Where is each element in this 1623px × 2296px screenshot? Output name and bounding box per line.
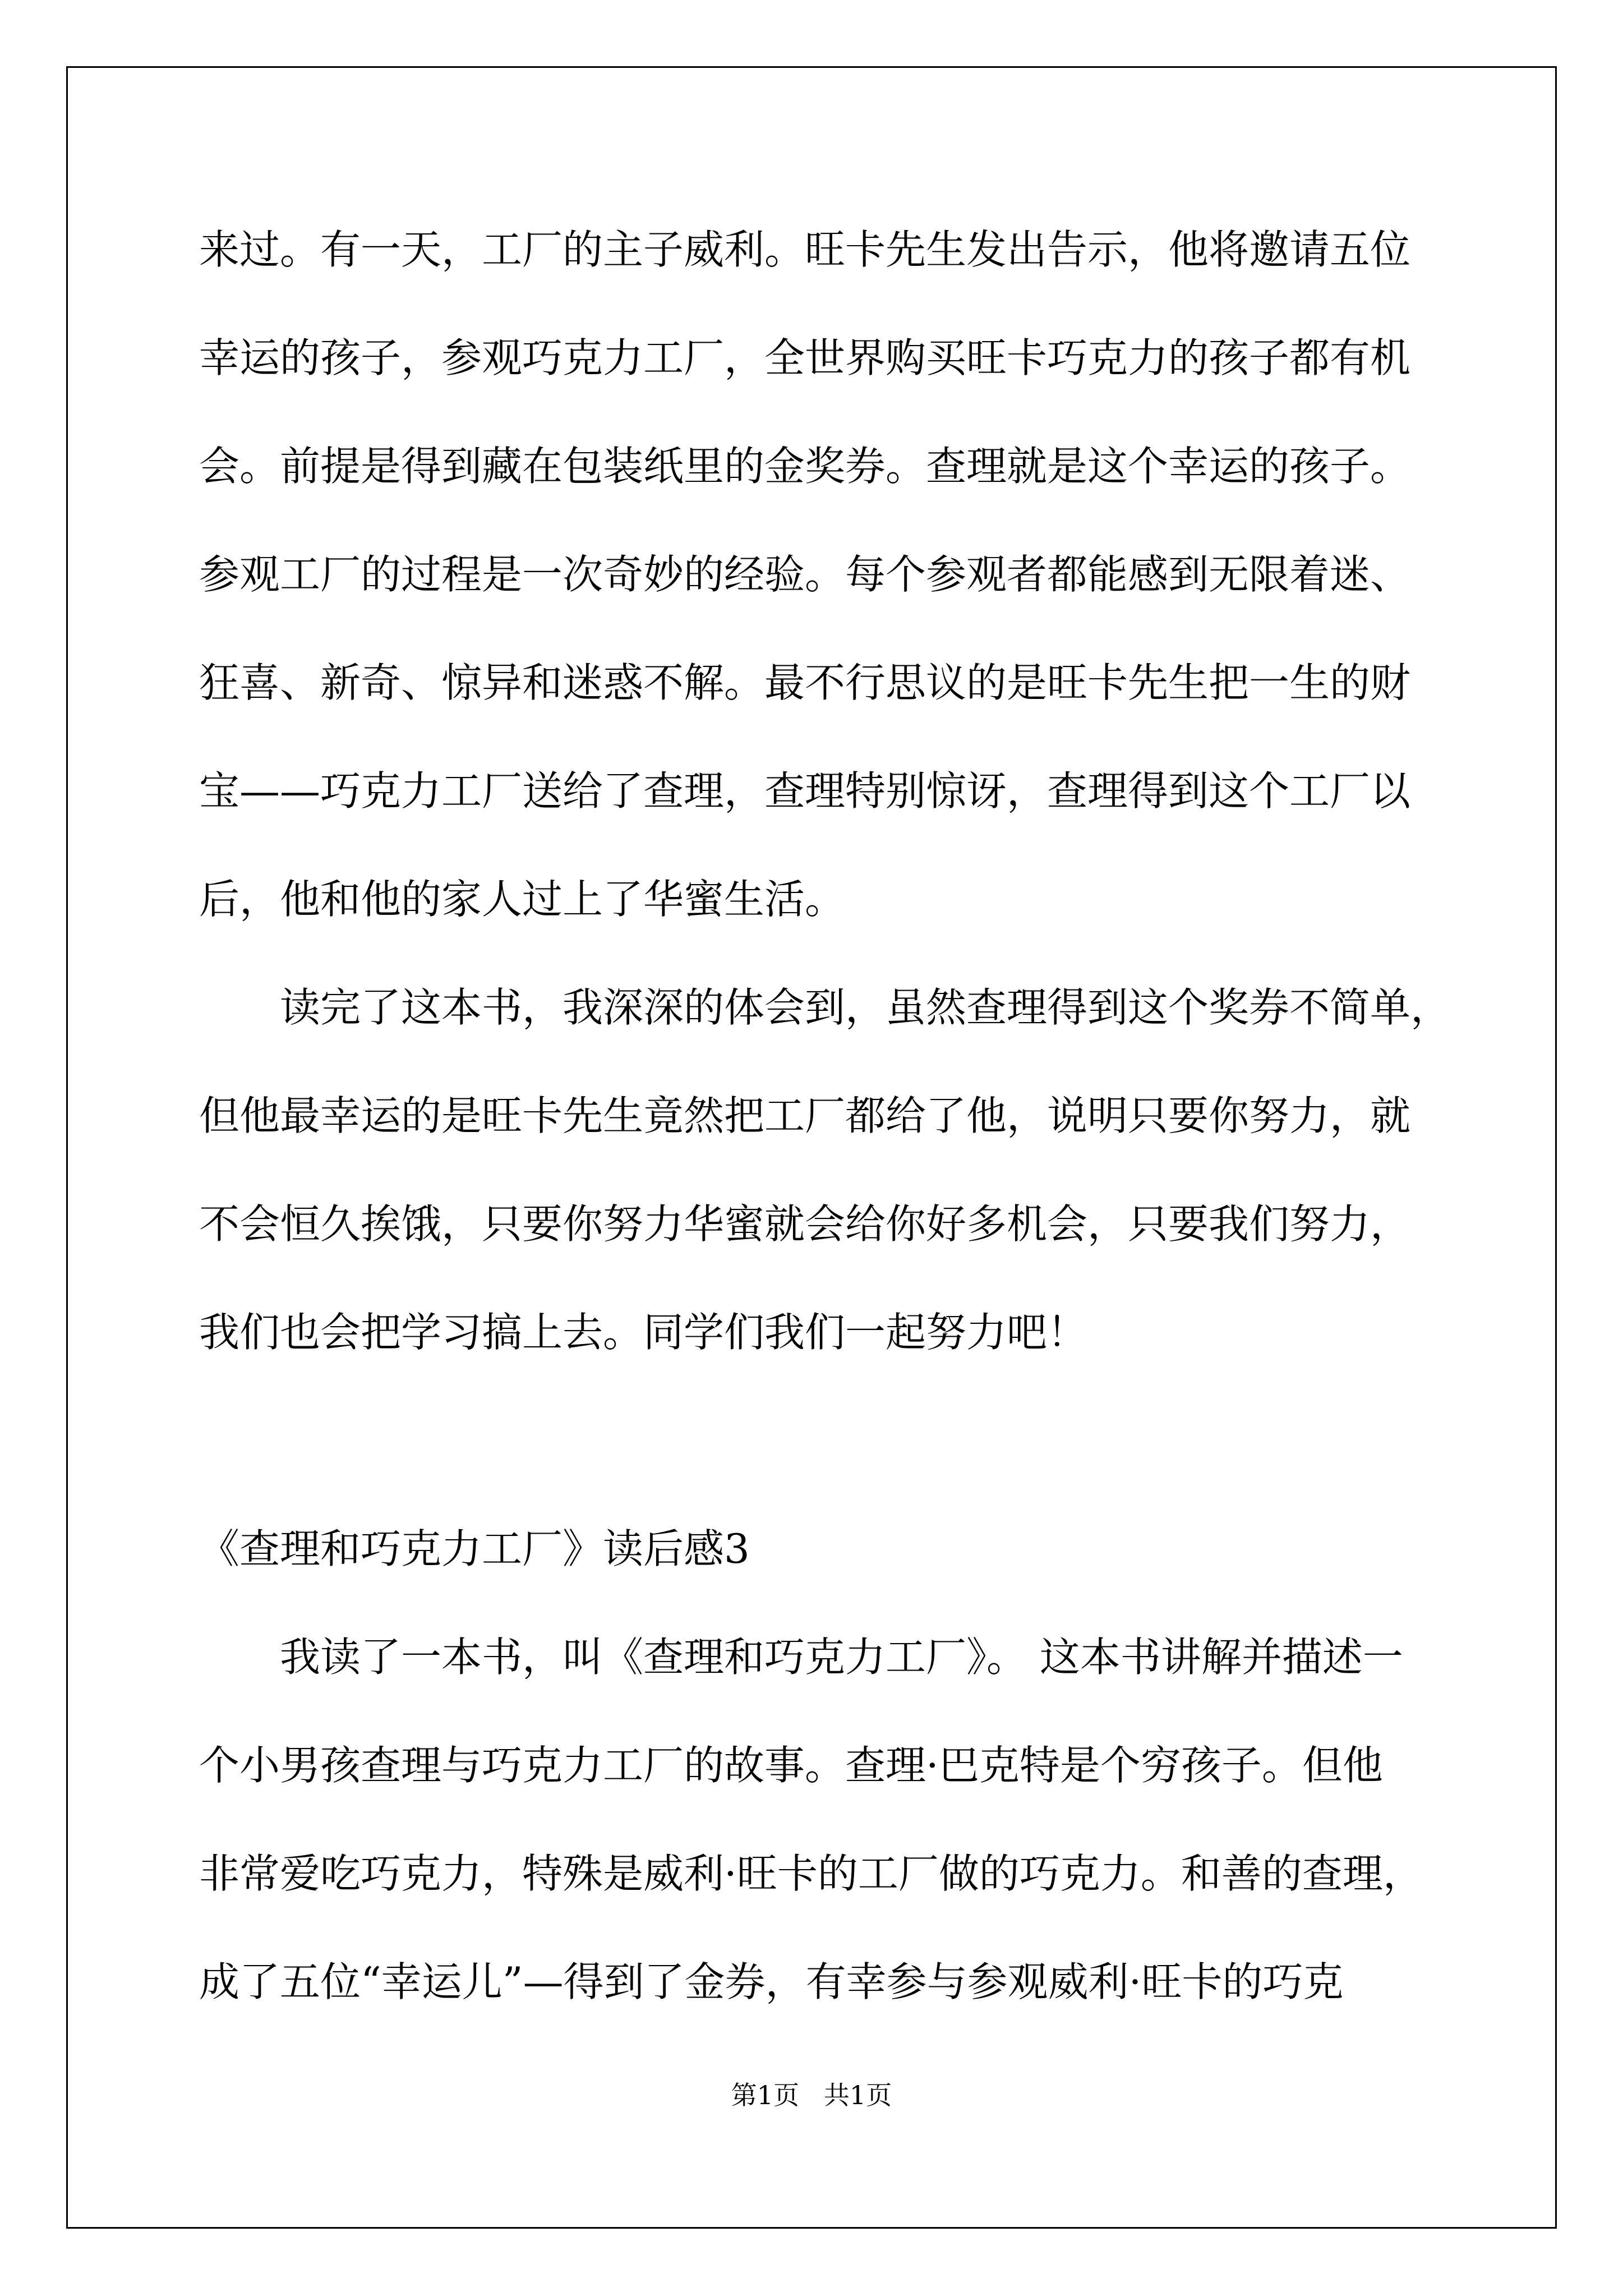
body-line: 成了五位“幸运儿”—得到了金券，有幸参与参观威利·旺卡的巧克 (199, 1958, 1344, 2005)
body-line: 但他最幸运的是旺卡先生竟然把工厂都给了他，说明只要你努力，就 (199, 1092, 1411, 1139)
section-heading: 《查理和巧克力工厂》读后感3 (199, 1525, 750, 1572)
body-line: 来过。有一天，工厂的主子威利。旺卡先生发出告示，他将邀请五位 (199, 226, 1411, 273)
body-line: 非常爱吃巧克力，特殊是威利·旺卡的工厂做的巧克力。和善的查理， (199, 1850, 1423, 1897)
paragraph-start-line: 我读了一本书，叫《查理和巧克力工厂》。 这本书讲解并描述一 (199, 1634, 1403, 1681)
document-body (199, 210, 1451, 2051)
section-gap (199, 1401, 1433, 1510)
body-line: 宝——巧克力工厂送给了查理，查理特别惊讶，查理得到这个工厂以 (199, 767, 1411, 815)
page-number-footer: 第1页 共1页 (731, 2080, 892, 2110)
body-line: 幸运的孩子，参观巧克力工厂，全世界购买旺卡巧克力的孩子都有机 (199, 334, 1411, 381)
body-line: 个小男孩查理与巧克力工厂的故事。查理·巴克特是个穷孩子。但他 (199, 1742, 1383, 1789)
body-line: 会。前提是得到藏在包装纸里的金奖券。查理就是这个幸运的孩子。 (199, 443, 1411, 490)
body-line: 后，他和他的家人过上了华蜜生活。 (199, 876, 846, 923)
body-line: 参观工厂的过程是一次奇妙的经验。每个参观者都能感到无限着迷、 (199, 551, 1411, 598)
paragraph-start-line: 读完了这本书，我深深的体会到，虽然查理得到这个奖券不简单， (199, 984, 1451, 1031)
body-line: 我们也会把学习搞上去。同学们我们一起努力吧！ (199, 1309, 1088, 1356)
body-line: 狂喜、新奇、惊异和迷惑不解。最不行思议的是旺卡先生把一生的财 (199, 659, 1411, 706)
body-line: 不会恒久挨饿，只要你努力华蜜就会给你好多机会，只要我们努力， (199, 1200, 1411, 1248)
